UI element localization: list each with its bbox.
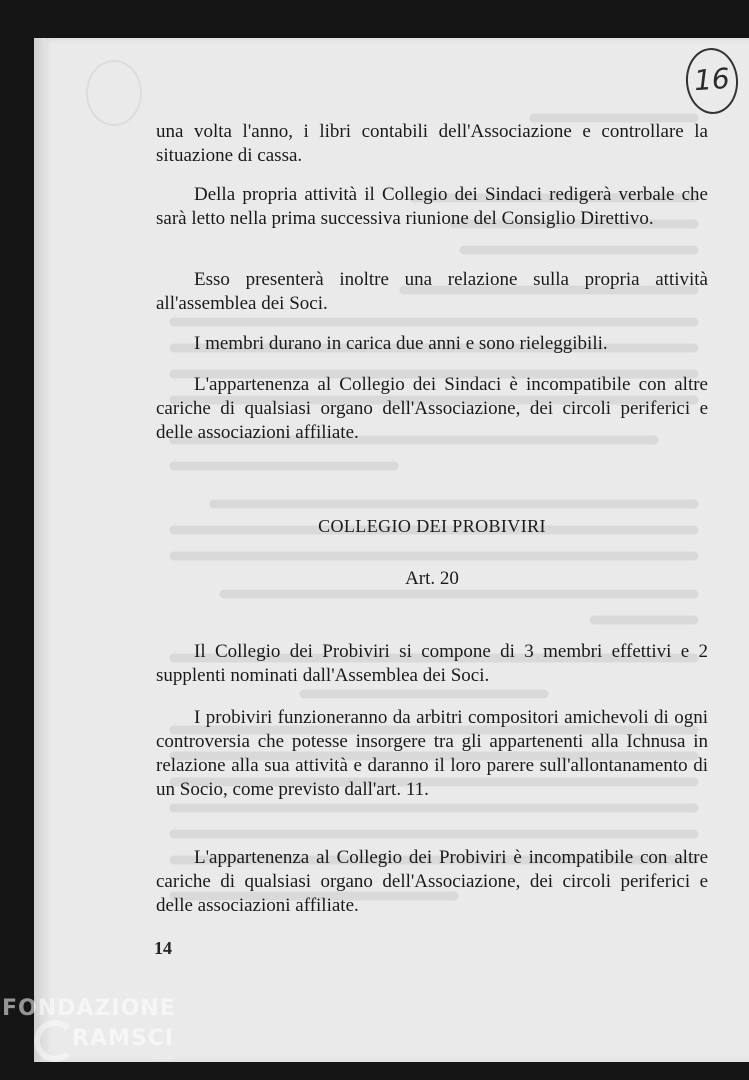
handwritten-page-stamp: 16 [684, 46, 740, 115]
watermark-onlus: onlus [152, 1054, 174, 1063]
watermark-line1: FONDAZIONE [2, 996, 176, 1021]
page-number: 14 [154, 938, 172, 958]
fondazione-gramsci-watermark [2, 996, 192, 1076]
section-heading: COLLEGIO DEI PROBIVIRI [318, 516, 546, 536]
watermark-line2: RAMSCI [72, 1026, 175, 1051]
ghost-stamp-circle [86, 60, 142, 126]
paragraph-incompatibilita-sindaci: L'appartenenza al Collegio dei Sindaci è incompatibile con altre cariche di qualsiasi organo dell'Associazione, dei circoli periferici e delle associazioni affiliate. [156, 374, 708, 443]
paragraph-funzioni: I probiviri funzioneranno da arbitri compositori amichevoli di ogni controversia che potesse insorgere tra gli appartenenti alla Ichnusa in relazione alla sua attività e daranno il loro parere sull'allontanamento di un Socio, come previsto dall'art. 11. [156, 707, 708, 800]
paragraph-incompatibilita-probiviri: L'appartenenza al Collegio dei Probiviri è incompatibile con altre cariche di qualsiasi organo dell'Associazione, dei circoli periferici e delle associazioni affiliate. [156, 847, 708, 916]
page-binding-edge [34, 38, 46, 1062]
paragraph-verbale: Della propria attività il Collegio dei Sindaci redigerà verbale che sarà letto nella prima successiva riunione del Consiglio Direttivo. [156, 184, 708, 229]
document-page [34, 38, 749, 1062]
paragraph-composizione: Il Collegio dei Probiviri si compone di 3 membri effettivi e 2 supplenti nominati dall'Assemblea dei Soci. [156, 641, 708, 686]
paragraph-cassa: una volta l'anno, i libri contabili dell'Associazione e controllare la situazione di cassa. [156, 121, 708, 166]
paragraph-relazione: Esso presenterà inoltre una relazione sulla propria attività all'assemblea dei Soci. [156, 269, 708, 314]
watermark-g-logo-icon [34, 1020, 76, 1062]
article-label: Art. 20 [405, 568, 459, 589]
paragraph-durata: I membri durano in carica due anni e sono rieleggibili. [194, 333, 608, 354]
